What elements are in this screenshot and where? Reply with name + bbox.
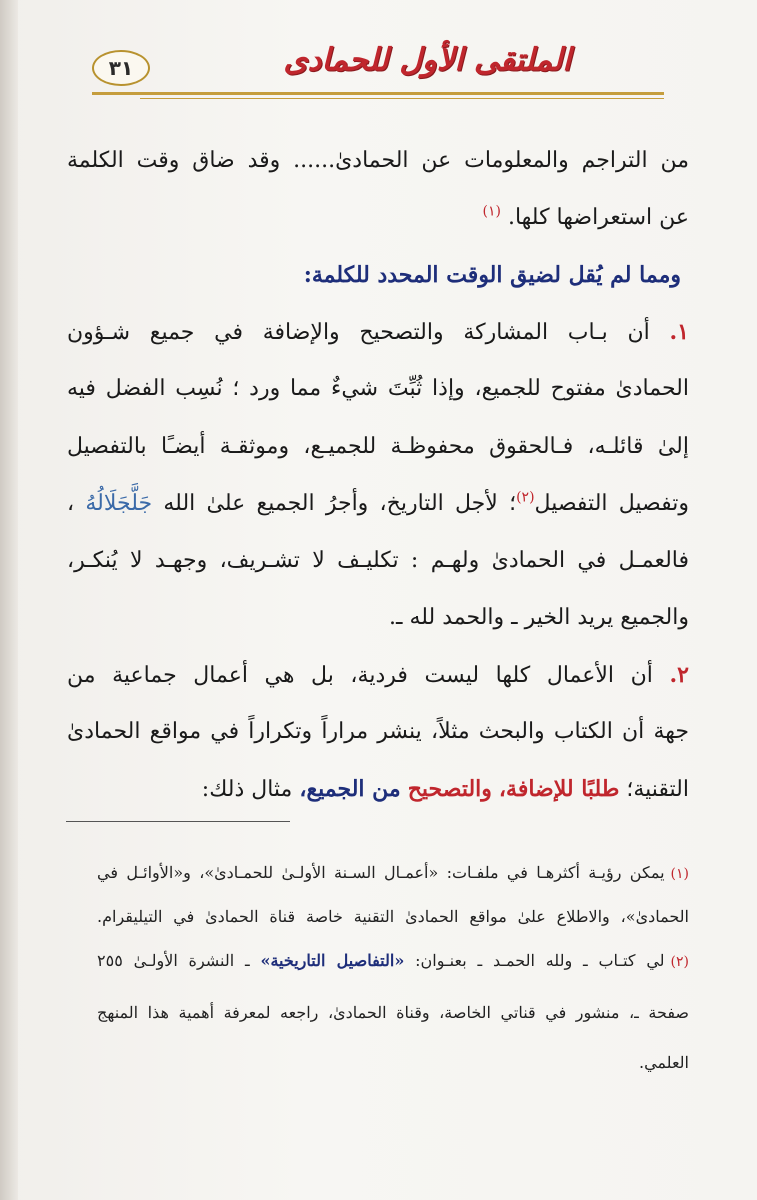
item-1-line-1	[67, 317, 689, 348]
page-number: ٣١	[108, 56, 134, 80]
item-1-line-2: الحمادىٰ مفتوح للجميع، وإذا ثُبِّتَ شيءٌ مما ورد ؛ نُسِب الفضل فيه	[67, 376, 689, 401]
item-2-number: ٢.	[669, 662, 689, 688]
footnote-2-line-1-c: ـ النشرة الأولـىٰ ٢٥٥	[97, 951, 250, 970]
footnote-2-line-3: العلمي.	[638, 1053, 689, 1072]
item-1-line-5: فالعمـل في الحمادىٰ ولهـم : تكليـف لا تشـريف، وجهـد لا يُنكـر،	[67, 548, 689, 573]
honorific: جَلَّجَلَالُهُ	[85, 491, 153, 516]
item-1-line-1-text: أن بـاب المشاركة والتصحيح والإضافة في جميع شـؤون	[67, 320, 650, 345]
item-1-number: ١.	[669, 319, 689, 345]
item-1-line-4-c: ،	[67, 491, 75, 516]
highlight-addition: طلبًا للإضافة،	[498, 776, 620, 802]
footnote-2-line-1-a: لي كتـاب ـ ولله الحمـد ـ بعنـوان:	[415, 951, 665, 970]
item-1-line-4-a: وتفصيل التفصيل	[534, 491, 690, 516]
footnote-2-line-2: صفحة ـ، منشور في قناتي الخاصة، وقناة الحمادىٰ، راجعه لمعرفة أهمية هذا المنهج	[97, 1003, 689, 1022]
footnote-1-line-2: الحمادىٰ»، والاطلاع علىٰ مواقع الحمادىٰ التقنية خاصة قناة الحمادىٰ في التيليقرام.	[97, 907, 689, 926]
item-2-line-3-a: التقنية؛	[626, 777, 689, 802]
item-1-line-4	[67, 489, 689, 519]
running-title: الملتقى الأول للحمادى	[283, 42, 571, 78]
item-1-line-6: والجميع يريد الخير ـ والحمد لله ـ.	[389, 605, 689, 630]
footnote-1-line-1-text: يمكن رؤيـة أكثرهـا في ملفـات: «أعمـال السـنة الأولـىٰ للحمـادىٰ»، و«الأوائـل في	[97, 863, 665, 882]
item-1-line-3: إلىٰ قائلـه، فـالحقوق محفوظـة للجميـع، وموثقـة أيضـًا بالتفصيل	[67, 434, 689, 459]
footnote-2-line-1	[97, 950, 689, 973]
highlight-correction: والتصحيح	[407, 776, 492, 802]
intro-line-2-text: عن استعراضها كلها.	[507, 205, 689, 230]
footnote-1-mark: (١)	[670, 866, 689, 882]
footnote-1-line-1	[97, 862, 689, 885]
header-rule	[92, 92, 664, 95]
item-2-line-1-text: أن الأعمال كلها ليست فردية، بل هي أعمال جماعية من	[67, 663, 653, 688]
page-edge	[0, 0, 18, 1200]
highlight-everyone: من الجميع،	[299, 776, 401, 802]
footnote-ref-1[interactable]: (١)	[482, 203, 501, 220]
section-subheading: ومما لم يُقل لضيق الوقت المحدد للكلمة:	[303, 262, 681, 288]
header-rule-thin	[140, 98, 664, 99]
footnote-separator	[66, 821, 290, 822]
page-header	[0, 0, 757, 110]
item-2-line-3-e: مثال ذلك:	[201, 777, 293, 802]
item-2-line-3	[202, 774, 689, 805]
item-2-line-1	[67, 660, 689, 691]
item-1-line-4-b: ؛ لأجل التاريخ، وأجرُ الجميع علىٰ الله	[163, 491, 517, 516]
item-2-line-2: جهة أن الكتاب والبحث مثلاً، ينشر مراراً وتكراراً في مواقع الحمادىٰ	[67, 719, 689, 744]
intro-line-2	[483, 203, 690, 233]
intro-line-1: من التراجم والمعلومات عن الحمادىٰ...... وقد ضاق وقت الكلمة	[67, 148, 689, 173]
footnote-2-mark: (٢)	[670, 954, 690, 970]
footnote-ref-2[interactable]: (٢)	[516, 489, 535, 506]
footnote-2-book-title: «التفاصيل التاريخية»	[260, 951, 405, 970]
page-number-badge	[92, 50, 150, 86]
